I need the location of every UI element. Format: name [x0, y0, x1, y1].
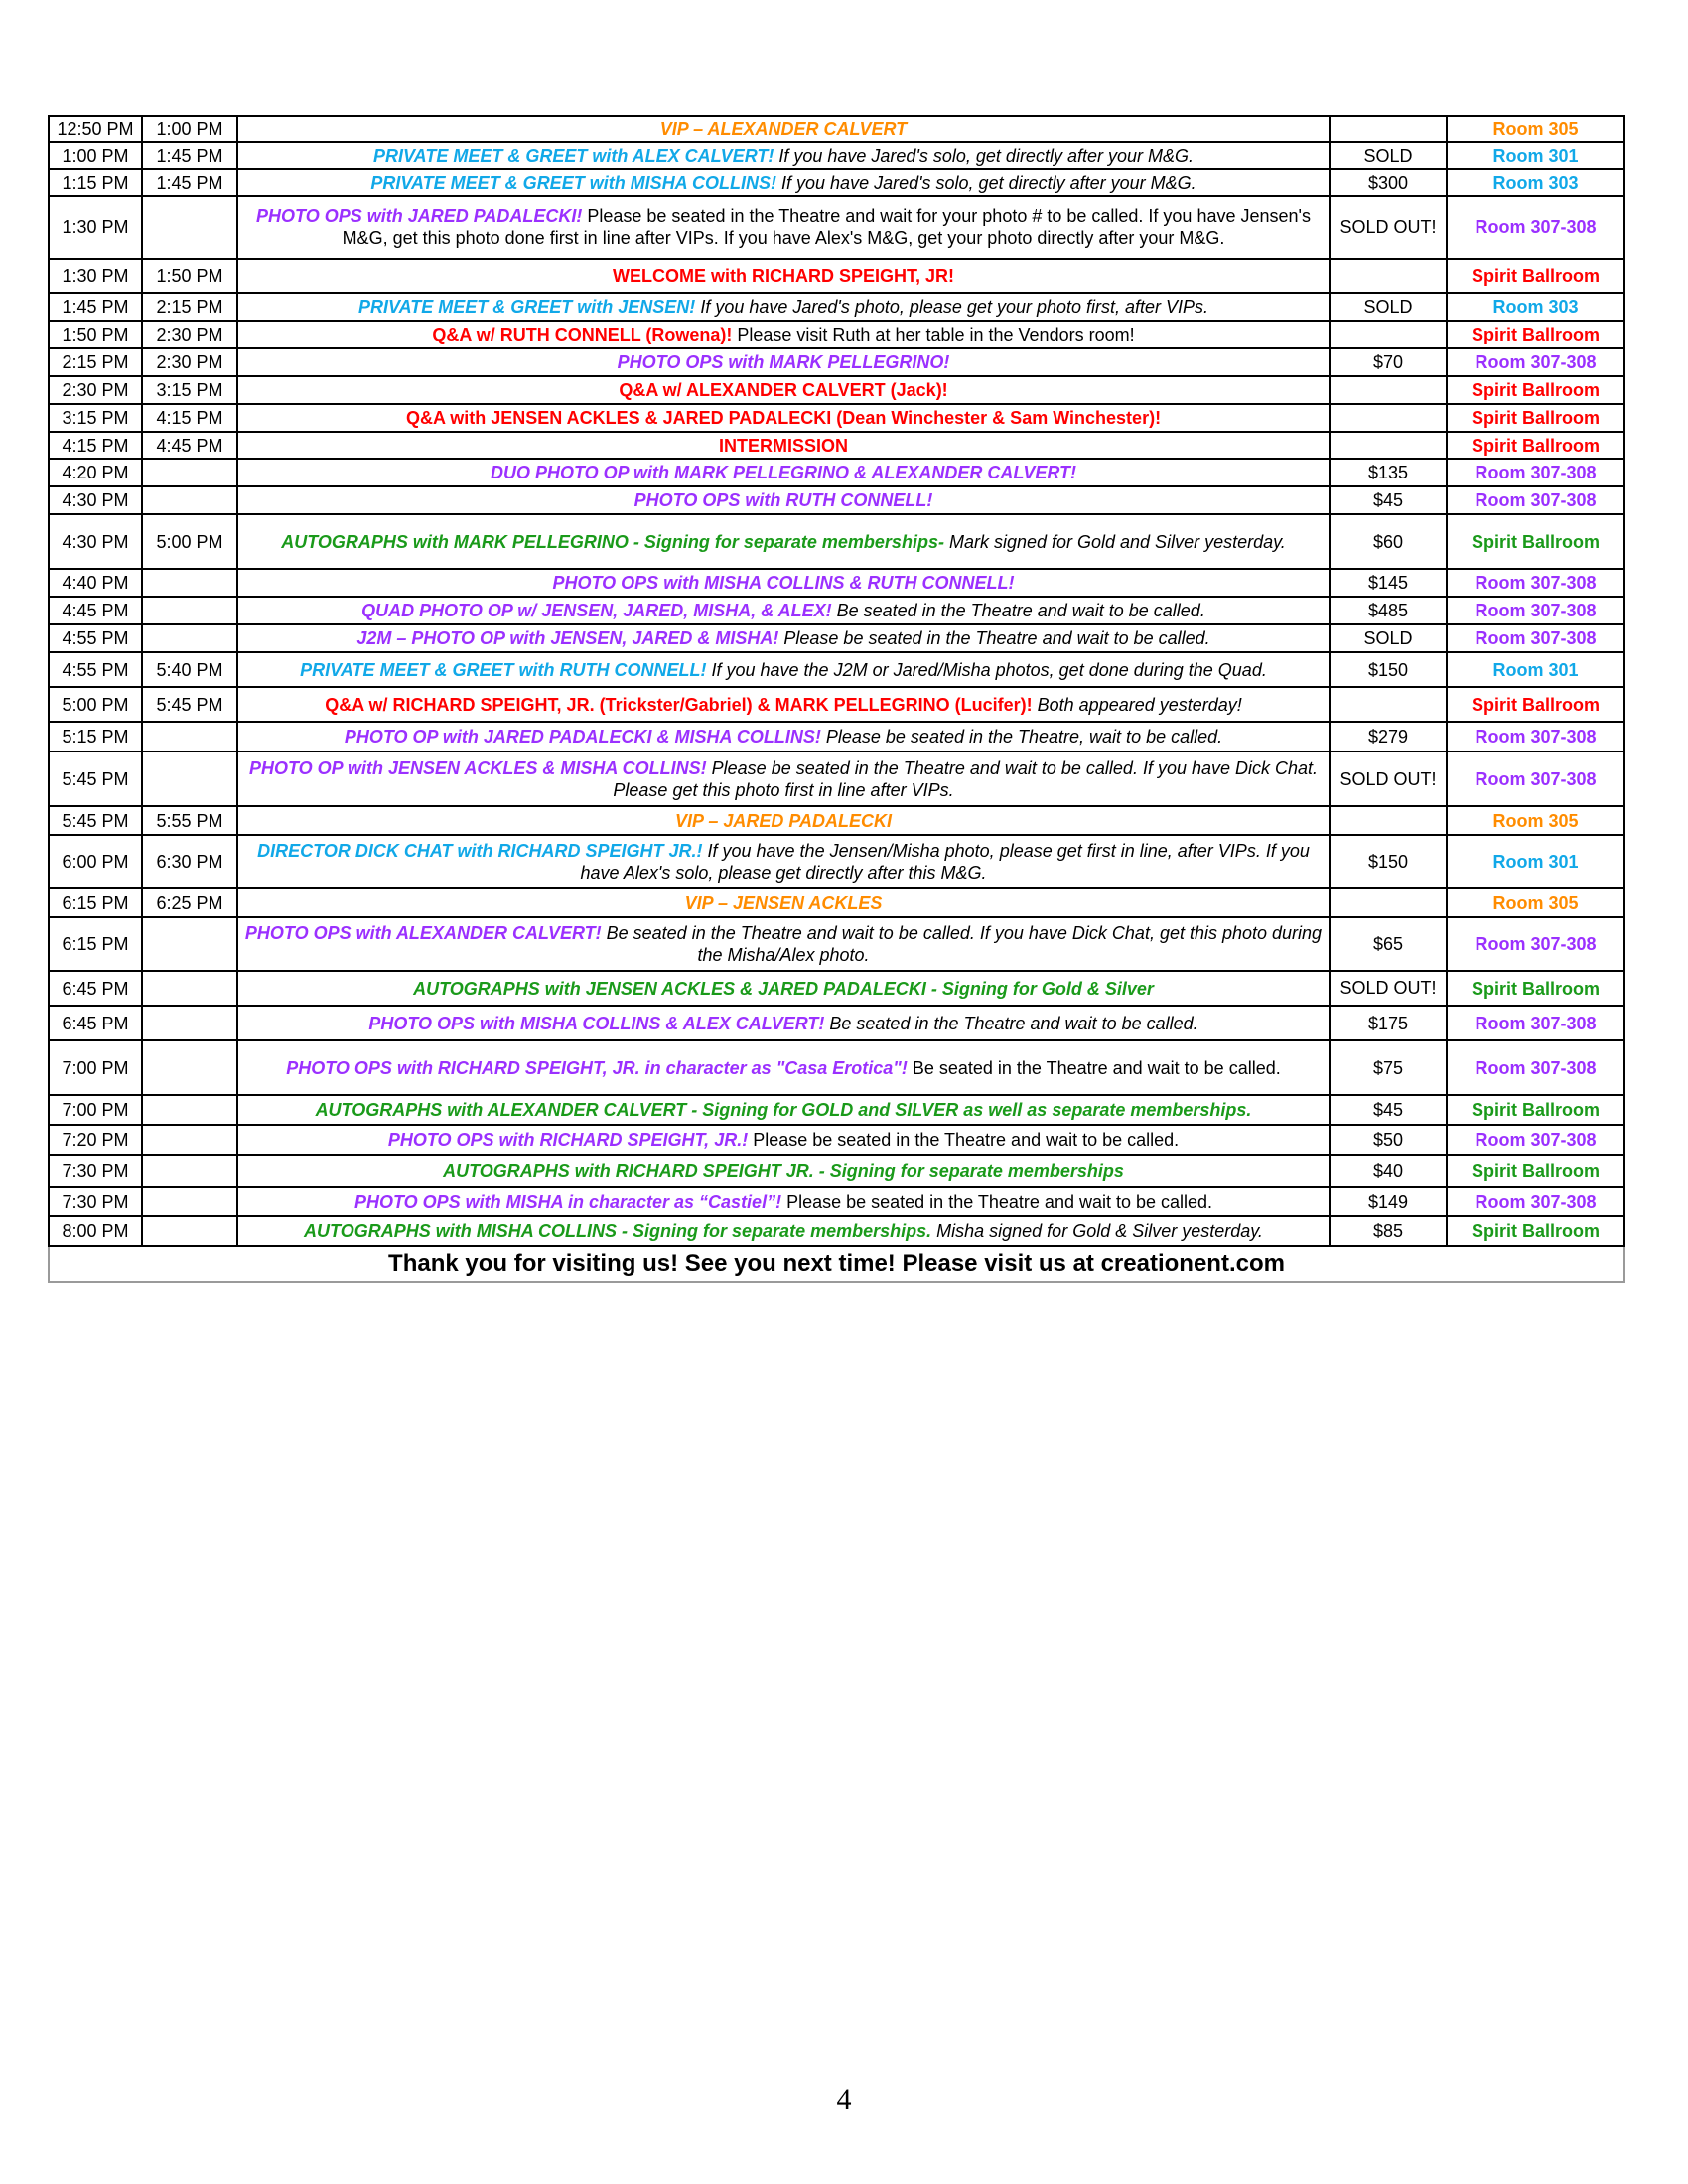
end-time	[142, 1187, 237, 1216]
start-time: 5:45 PM	[49, 751, 142, 806]
room: Room 307-308	[1447, 917, 1624, 971]
event-description	[237, 293, 1330, 321]
room: Room 303	[1447, 293, 1624, 321]
event-title: PHOTO OPS with JARED PADALECKI!	[256, 206, 583, 226]
room: Spirit Ballroom	[1447, 376, 1624, 404]
event-note: If you have Jared's photo, please get your photo first, after VIPs.	[695, 297, 1209, 317]
room: Spirit Ballroom	[1447, 321, 1624, 348]
room: Spirit Ballroom	[1447, 259, 1624, 293]
room: Room 305	[1447, 888, 1624, 917]
schedule-row	[49, 348, 1624, 376]
event-title: VIP – ALEXANDER CALVERT	[659, 119, 908, 139]
event-note: Please be seated in the Theatre and wait to be called. If you have Dick Chat. Please get this photo first in line after VIPs.	[613, 757, 1319, 800]
schedule-row	[49, 404, 1624, 432]
event-description	[237, 1125, 1330, 1155]
event-description	[237, 687, 1330, 722]
price: $85	[1330, 1216, 1447, 1246]
room: Room 301	[1447, 652, 1624, 687]
event-description	[237, 514, 1330, 569]
event-note: Please visit Ruth at her table in the Vendors room!	[732, 325, 1135, 344]
event-note: If you have Jared's solo, get directly after your M&G.	[776, 172, 1196, 193]
event-title: Q&A w/ RUTH CONNELL (Rowena)!	[432, 325, 733, 344]
event-title: PRIVATE MEET & GREET with MISHA COLLINS!	[370, 172, 777, 193]
price: $150	[1330, 835, 1447, 888]
event-note: Both appeared yesterday!	[1032, 694, 1242, 715]
start-time: 4:55 PM	[49, 652, 142, 687]
room: Room 307-308	[1447, 597, 1624, 624]
start-time: 1:00 PM	[49, 142, 142, 169]
start-time: 7:20 PM	[49, 1125, 142, 1155]
event-description	[237, 169, 1330, 196]
price: $45	[1330, 486, 1447, 514]
start-time: 2:30 PM	[49, 376, 142, 404]
event-note: If you have the Jensen/Misha photo, please get first in line, after VIPs. If you have Alex's solo, please get directly after this M&G.	[580, 841, 1310, 883]
room: Room 303	[1447, 169, 1624, 196]
event-title: AUTOGRAPHS with JENSEN ACKLES & JARED PADALECKI - Signing for Gold & Silver	[413, 978, 1154, 999]
start-time: 8:00 PM	[49, 1216, 142, 1246]
end-time: 2:15 PM	[142, 293, 237, 321]
end-time: 1:45 PM	[142, 142, 237, 169]
event-title: PHOTO OPS with RUTH CONNELL!	[633, 490, 933, 510]
schedule-row	[49, 888, 1624, 917]
end-time	[142, 459, 237, 486]
start-time: 7:00 PM	[49, 1040, 142, 1095]
price	[1330, 376, 1447, 404]
price: $145	[1330, 569, 1447, 597]
price: SOLD	[1330, 293, 1447, 321]
end-time	[142, 624, 237, 652]
price	[1330, 321, 1447, 348]
event-title: AUTOGRAPHS with ALEXANDER CALVERT - Signing for GOLD and SILVER as well as separate memberships.	[315, 1100, 1252, 1120]
price: $149	[1330, 1187, 1447, 1216]
end-time	[142, 722, 237, 751]
end-time	[142, 196, 237, 259]
price: $50	[1330, 1125, 1447, 1155]
event-description	[237, 196, 1330, 259]
room: Room 307-308	[1447, 751, 1624, 806]
schedule-row	[49, 652, 1624, 687]
event-title: VIP – JENSEN ACKLES	[684, 892, 883, 913]
event-note: Be seated in the Theatre and wait to be called.	[907, 1057, 1281, 1078]
event-description	[237, 806, 1330, 835]
end-time	[142, 1006, 237, 1040]
schedule-row	[49, 751, 1624, 806]
event-title: AUTOGRAPHS with MISHA COLLINS - Signing for separate memberships.	[304, 1221, 932, 1241]
schedule-row	[49, 116, 1624, 142]
room: Room 307-308	[1447, 624, 1624, 652]
room: Room 307-308	[1447, 196, 1624, 259]
room: Spirit Ballroom	[1447, 1216, 1624, 1246]
event-description	[237, 348, 1330, 376]
end-time: 4:45 PM	[142, 432, 237, 459]
event-title: Q&A w/ ALEXANDER CALVERT (Jack)!	[619, 380, 948, 400]
start-time: 2:15 PM	[49, 348, 142, 376]
end-time	[142, 1125, 237, 1155]
end-time	[142, 569, 237, 597]
schedule-row	[49, 196, 1624, 259]
event-description	[237, 569, 1330, 597]
end-time: 6:25 PM	[142, 888, 237, 917]
event-description	[237, 1216, 1330, 1246]
end-time: 5:55 PM	[142, 806, 237, 835]
start-time: 4:40 PM	[49, 569, 142, 597]
price: $300	[1330, 169, 1447, 196]
event-title: PHOTO OPS with MISHA COLLINS & ALEX CALVERT!	[368, 1013, 825, 1033]
event-title: PRIVATE MEET & GREET with JENSEN!	[357, 297, 696, 317]
start-time: 6:00 PM	[49, 835, 142, 888]
event-title: PHOTO OP with JENSEN ACKLES & MISHA COLLINS!	[248, 757, 707, 778]
room: Room 301	[1447, 835, 1624, 888]
schedule-row	[49, 917, 1624, 971]
room: Room 305	[1447, 806, 1624, 835]
event-note: If you have the J2M or Jared/Misha photos, get done during the Quad.	[706, 659, 1267, 680]
price	[1330, 687, 1447, 722]
start-time: 6:15 PM	[49, 917, 142, 971]
start-time: 5:45 PM	[49, 806, 142, 835]
price: SOLD OUT!	[1330, 751, 1447, 806]
start-time: 6:45 PM	[49, 971, 142, 1006]
schedule-row	[49, 459, 1624, 486]
schedule-row	[49, 293, 1624, 321]
room: Spirit Ballroom	[1447, 971, 1624, 1006]
price	[1330, 806, 1447, 835]
schedule-row	[49, 169, 1624, 196]
start-time: 3:15 PM	[49, 404, 142, 432]
start-time: 7:30 PM	[49, 1187, 142, 1216]
price: $65	[1330, 917, 1447, 971]
start-time: 4:30 PM	[49, 486, 142, 514]
price	[1330, 116, 1447, 142]
start-time: 6:15 PM	[49, 888, 142, 917]
room: Room 307-308	[1447, 459, 1624, 486]
room: Room 307-308	[1447, 569, 1624, 597]
end-time: 2:30 PM	[142, 321, 237, 348]
room: Spirit Ballroom	[1447, 404, 1624, 432]
room: Room 305	[1447, 116, 1624, 142]
event-note: Be seated in the Theatre and wait to be called. If you have Dick Chat, get this photo during the Misha/Alex photo.	[601, 923, 1323, 965]
price	[1330, 404, 1447, 432]
start-time: 4:20 PM	[49, 459, 142, 486]
event-description	[237, 321, 1330, 348]
event-description	[237, 486, 1330, 514]
start-time: 1:30 PM	[49, 259, 142, 293]
schedule-row	[49, 806, 1624, 835]
event-description	[237, 597, 1330, 624]
end-time	[142, 1155, 237, 1187]
event-description	[237, 917, 1330, 971]
event-note: Please be seated in the Theatre, wait to be called.	[820, 727, 1223, 747]
start-time: 1:45 PM	[49, 293, 142, 321]
schedule-row	[49, 1095, 1624, 1125]
event-note: Be seated in the Theatre and wait to be called.	[824, 1013, 1198, 1033]
price: SOLD	[1330, 142, 1447, 169]
event-description	[237, 142, 1330, 169]
room: Room 307-308	[1447, 486, 1624, 514]
end-time: 5:00 PM	[142, 514, 237, 569]
end-time: 4:15 PM	[142, 404, 237, 432]
event-description	[237, 259, 1330, 293]
event-description	[237, 835, 1330, 888]
price: $485	[1330, 597, 1447, 624]
schedule-row	[49, 835, 1624, 888]
event-title: AUTOGRAPHS with RICHARD SPEIGHT JR. - Signing for separate memberships	[443, 1160, 1124, 1181]
event-description	[237, 404, 1330, 432]
end-time: 5:45 PM	[142, 687, 237, 722]
event-title: INTERMISSION	[718, 435, 848, 456]
event-title: PRIVATE MEET & GREET with ALEX CALVERT!	[373, 145, 774, 166]
event-title: Q&A w/ RICHARD SPEIGHT, JR. (Trickster/Gabriel) & MARK PELLEGRINO (Lucifer)!	[325, 694, 1033, 715]
start-time: 4:15 PM	[49, 432, 142, 459]
room: Room 301	[1447, 142, 1624, 169]
event-title: Q&A with JENSEN ACKLES & JARED PADALECKI (Dean Winchester & Sam Winchester)!	[405, 408, 1162, 428]
event-title: PHOTO OPS with RICHARD SPEIGHT, JR.!	[387, 1130, 749, 1150]
schedule-row	[49, 971, 1624, 1006]
schedule-row	[49, 624, 1624, 652]
price: $150	[1330, 652, 1447, 687]
room: Spirit Ballroom	[1447, 1095, 1624, 1125]
event-title: DIRECTOR DICK CHAT with RICHARD SPEIGHT JR.!	[257, 841, 703, 861]
start-time: 4:55 PM	[49, 624, 142, 652]
end-time	[142, 971, 237, 1006]
room: Room 307-308	[1447, 348, 1624, 376]
end-time: 1:50 PM	[142, 259, 237, 293]
event-description	[237, 652, 1330, 687]
room: Room 307-308	[1447, 722, 1624, 751]
price	[1330, 888, 1447, 917]
end-time	[142, 917, 237, 971]
schedule-body	[49, 116, 1624, 1246]
schedule-row	[49, 1040, 1624, 1095]
schedule-table	[48, 115, 1625, 1283]
event-description	[237, 1040, 1330, 1095]
room: Spirit Ballroom	[1447, 687, 1624, 722]
event-title: PRIVATE MEET & GREET with RUTH CONNELL!	[300, 659, 707, 680]
event-title: PHOTO OPS with MARK PELLEGRINO!	[617, 352, 950, 372]
event-description	[237, 116, 1330, 142]
price	[1330, 259, 1447, 293]
event-title: PHOTO OPS with MISHA in character as “Castiel”!	[353, 1191, 782, 1212]
end-time: 1:00 PM	[142, 116, 237, 142]
event-title: AUTOGRAPHS with MARK PELLEGRINO - Signing for separate memberships-	[281, 531, 944, 552]
room: Room 307-308	[1447, 1187, 1624, 1216]
event-description	[237, 459, 1330, 486]
event-note: Misha signed for Gold & Silver yesterday.	[931, 1221, 1263, 1241]
schedule-row	[49, 1155, 1624, 1187]
event-description	[237, 971, 1330, 1006]
start-time: 6:45 PM	[49, 1006, 142, 1040]
schedule-row	[49, 142, 1624, 169]
price: SOLD	[1330, 624, 1447, 652]
event-note: If you have Jared's solo, get directly after your M&G.	[774, 145, 1194, 166]
event-description	[237, 1155, 1330, 1187]
price: $40	[1330, 1155, 1447, 1187]
price: $70	[1330, 348, 1447, 376]
event-description	[237, 1187, 1330, 1216]
end-time	[142, 1040, 237, 1095]
room: Room 307-308	[1447, 1040, 1624, 1095]
price: $175	[1330, 1006, 1447, 1040]
schedule-row	[49, 1125, 1624, 1155]
event-description	[237, 432, 1330, 459]
schedule-row	[49, 321, 1624, 348]
price: SOLD OUT!	[1330, 971, 1447, 1006]
end-time: 1:45 PM	[142, 169, 237, 196]
schedule-row	[49, 1187, 1624, 1216]
price: $45	[1330, 1095, 1447, 1125]
price: SOLD OUT!	[1330, 196, 1447, 259]
room: Room 307-308	[1447, 1125, 1624, 1155]
end-time: 3:15 PM	[142, 376, 237, 404]
event-title: QUAD PHOTO OP w/ JENSEN, JARED, MISHA, & ALEX!	[361, 601, 832, 620]
end-time	[142, 1095, 237, 1125]
event-note: Please be seated in the Theatre and wait for your photo # to be called. If you have Jensen's M&G, get this photo done first in line after VIPs. If you have Alex's M&G, get your photo directly after your M&G.	[342, 206, 1311, 248]
event-description	[237, 1006, 1330, 1040]
start-time: 1:30 PM	[49, 196, 142, 259]
room: Spirit Ballroom	[1447, 432, 1624, 459]
schedule-row	[49, 597, 1624, 624]
start-time: 4:30 PM	[49, 514, 142, 569]
start-time: 7:00 PM	[49, 1095, 142, 1125]
end-time: 5:40 PM	[142, 652, 237, 687]
event-description	[237, 722, 1330, 751]
end-time	[142, 597, 237, 624]
event-title: J2M – PHOTO OP with JENSEN, JARED & MISHA!	[356, 628, 779, 648]
footer-row	[49, 1246, 1624, 1282]
schedule-row	[49, 722, 1624, 751]
start-time: 4:45 PM	[49, 597, 142, 624]
event-title: VIP – JARED PADALECKI	[674, 810, 893, 831]
event-description	[237, 751, 1330, 806]
event-note: Please be seated in the Theatre and wait to be called.	[781, 1191, 1213, 1212]
footer-text: Thank you for visiting us! See you next time! Please visit us at creationent.com	[49, 1246, 1624, 1282]
end-time	[142, 486, 237, 514]
event-title: PHOTO OPS with ALEXANDER CALVERT!	[244, 923, 602, 943]
end-time	[142, 1216, 237, 1246]
schedule-row	[49, 432, 1624, 459]
room: Room 307-308	[1447, 1006, 1624, 1040]
schedule-row	[49, 259, 1624, 293]
event-description	[237, 888, 1330, 917]
event-description	[237, 376, 1330, 404]
event-title: PHOTO OPS with RICHARD SPEIGHT, JR. in character as "Casa Erotica"!	[286, 1057, 908, 1078]
schedule-row	[49, 569, 1624, 597]
start-time: 1:50 PM	[49, 321, 142, 348]
event-note: Mark signed for Gold and Silver yesterday.	[943, 531, 1286, 552]
schedule-row	[49, 1006, 1624, 1040]
event-note: Please be seated in the Theatre and wait to be called.	[748, 1130, 1180, 1150]
schedule-row	[49, 687, 1624, 722]
end-time	[142, 751, 237, 806]
event-title: PHOTO OP with JARED PADALECKI & MISHA COLLINS!	[344, 727, 821, 747]
start-time: 7:30 PM	[49, 1155, 142, 1187]
start-time: 1:15 PM	[49, 169, 142, 196]
room: Spirit Ballroom	[1447, 514, 1624, 569]
room: Spirit Ballroom	[1447, 1155, 1624, 1187]
schedule-row	[49, 1216, 1624, 1246]
price: $60	[1330, 514, 1447, 569]
start-time: 12:50 PM	[49, 116, 142, 142]
price: $279	[1330, 722, 1447, 751]
event-description	[237, 624, 1330, 652]
price: $135	[1330, 459, 1447, 486]
start-time: 5:15 PM	[49, 722, 142, 751]
event-note: Be seated in the Theatre and wait to be called.	[831, 601, 1205, 620]
schedule-row	[49, 376, 1624, 404]
event-note: Please be seated in the Theatre and wait to be called.	[778, 628, 1210, 648]
start-time: 5:00 PM	[49, 687, 142, 722]
event-title: WELCOME with RICHARD SPEIGHT, JR!	[612, 266, 954, 286]
page-number: 4	[836, 2083, 852, 2116]
event-description	[237, 1095, 1330, 1125]
price	[1330, 432, 1447, 459]
end-time: 6:30 PM	[142, 835, 237, 888]
end-time: 2:30 PM	[142, 348, 237, 376]
event-title: DUO PHOTO OP with MARK PELLEGRINO & ALEXANDER CALVERT!	[490, 463, 1077, 482]
price: $75	[1330, 1040, 1447, 1095]
schedule-row	[49, 486, 1624, 514]
schedule-row	[49, 514, 1624, 569]
event-title: PHOTO OPS with MISHA COLLINS & RUTH CONNELL!	[552, 573, 1015, 593]
